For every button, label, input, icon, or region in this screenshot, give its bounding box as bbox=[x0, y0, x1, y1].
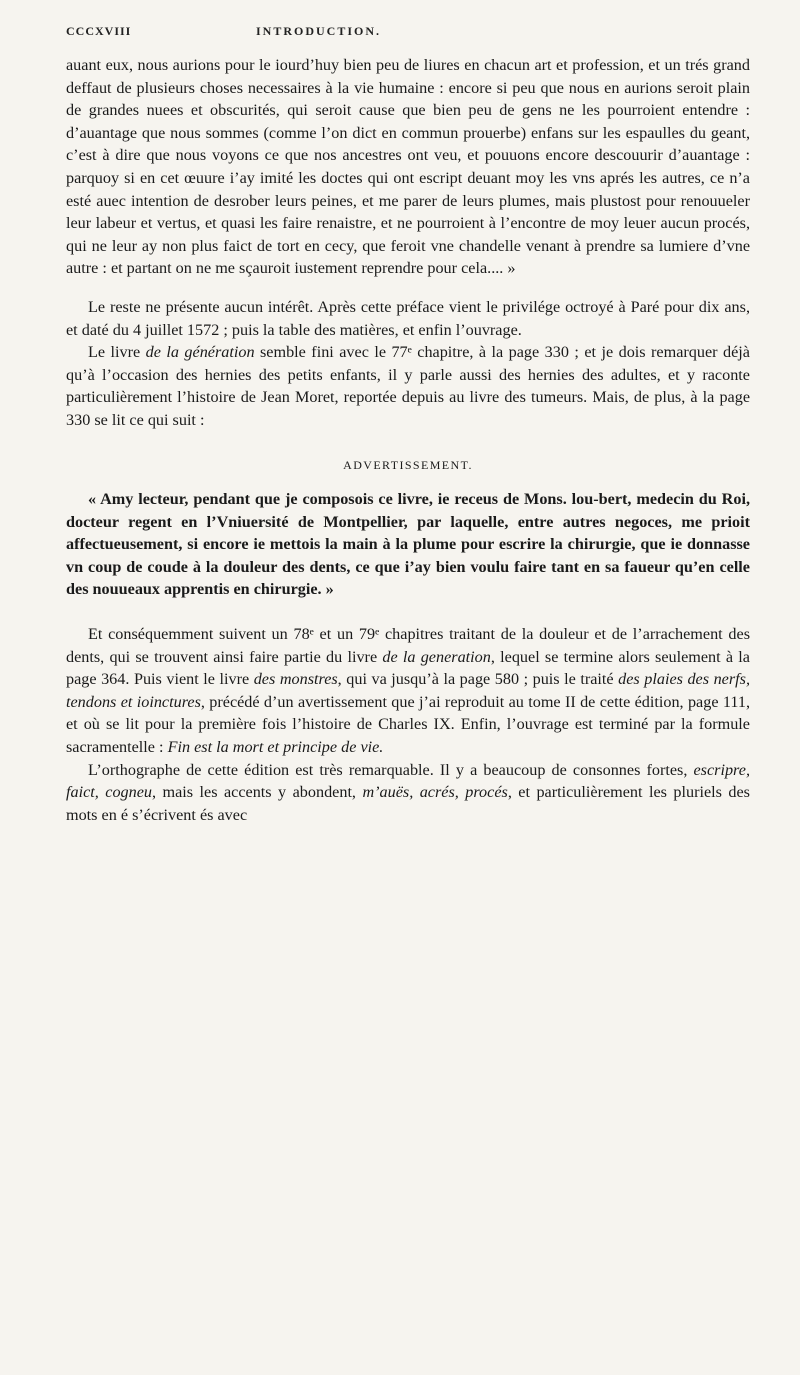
body-text bbox=[66, 54, 750, 826]
italic-title: des plaies des nerfs, tendons et ioinctures bbox=[66, 670, 751, 711]
paragraph-privilege: Le reste ne présente aucun intérêt. Après cette préface vient le privilége octroyé à Paré pour dix ans, et daté du 4 juillet 1572 ; puis la table des matières, et enfin l’ouvrage. bbox=[66, 297, 750, 339]
text-run: L’orthographe de cette édition est très remarquable. Il y a beaucoup de consonnes fortes, bbox=[88, 760, 694, 779]
text-run: , et particulièrement les pluriels des mots en é s’écrivent és avec bbox=[66, 783, 750, 824]
paragraph-preface-continuation: auant eux, nous aurions pour le iourd’huy bien peu de liures en chacun art et profession, et un trés grand deffaut de plusieurs choses necessaires à la vie humaine : encore si peu que nous en aurions seroit plain de grandes nuees et obscurités, qui seroit cause que bien peu de gens ne les pourroient entendre : d’auantage que nous sommes (comme l’on dict en commun prouerbe) enfans sur les espaulles du geant, c’est à dire que nous voyons ce que nos ancestres ont veu, et pouuons encore descouurir d’auantage : parquoy si en cet œuure i’ay imité les doctes qui ont escript deuant moy les vns aprés les autres, ce n’a esté auec intention de desrober leurs peines, et me parer de leurs plumes, mais plustost pour renouueler leur labeur et vertus, et quasi les faire renaistre, et ne pourroient à l’encontre de moy leuer aucun procés, qui ne leur ay non plus faict de tort en cecy, que feroit vne chandelle venant à prendre sa lumiere d’vne autre : et partant on ne me sçauroit iustement reprendre pour cela.... » bbox=[66, 56, 750, 278]
italic-examples: m’auës, acrés, procés bbox=[362, 783, 508, 802]
text-run: semble fini avec le 77ᵉ chapitre, à la page 330 ; et je dois remarquer déjà qu’à l’occasion des hernies des petits enfants, il y parle aussi des hernies des adultes, et y raconte particulièrement l’histoire de Jean Moret, reportée depuis au livre des tumeurs. Mais, de plus, à la page 330 se lit ce qui suit : bbox=[66, 343, 750, 429]
paragraph-orthography bbox=[66, 759, 750, 827]
text-run: , mais les accents y abondent, bbox=[152, 783, 363, 802]
paragraph-chapters bbox=[66, 623, 750, 759]
running-head bbox=[66, 20, 750, 42]
italic-title: Fin est la mort et principe de vie. bbox=[167, 738, 384, 757]
italic-title: de la generation bbox=[382, 647, 491, 666]
text-run: , qui va jusqu’à la page 580 ; puis le traité bbox=[337, 670, 619, 689]
text-run: Et conséquemment suivent un 78ᵉ et un 79ᵉ chapitres traitant de la douleur et de l’arrachement des dents, qui se trouvent ainsi faire partie du livre bbox=[66, 625, 750, 666]
paragraph-generation bbox=[66, 341, 750, 431]
text-run: , précédé d’un avertissement que j’ai reproduit au tome II de cette édition, page 111, et où se lit pour la première fois l’histoire de Charles IX. Enfin, l’ouvrage est terminé par la formule sacramentelle : bbox=[66, 692, 750, 757]
italic-title: des monstres bbox=[253, 670, 338, 689]
text-run: , lequel se termine alors seulement à la page 364. Puis vient le livre bbox=[66, 647, 750, 689]
italic-examples: escripre, faict, cogneu bbox=[66, 760, 750, 802]
running-title: INTRODUCTION. bbox=[256, 23, 382, 38]
italic-title: de la génération bbox=[145, 343, 255, 362]
paragraph-advertissement-quote: « Amy lecteur, pendant que je composois ce livre, ie receus de Mons. lou-bert, medecin du Roi, docteur regent en l’Vniuersité de Montpellier, par laquelle, entre autres negoces, me prioit affectueusement, si encore ie mettois la main à la plume pour escrire la chirurgie, que ie donnasse vn coup de coude à la douleur des dents, ce que i’ay bien voulu faire tant en sa faueur qu’en celle des nouueaux apprentis en chirurgie. » bbox=[66, 490, 750, 599]
section-heading: ADVERTISSEMENT. bbox=[343, 457, 473, 472]
page-number: CCCXVIII bbox=[66, 23, 132, 38]
text-run: Le livre bbox=[88, 343, 146, 362]
